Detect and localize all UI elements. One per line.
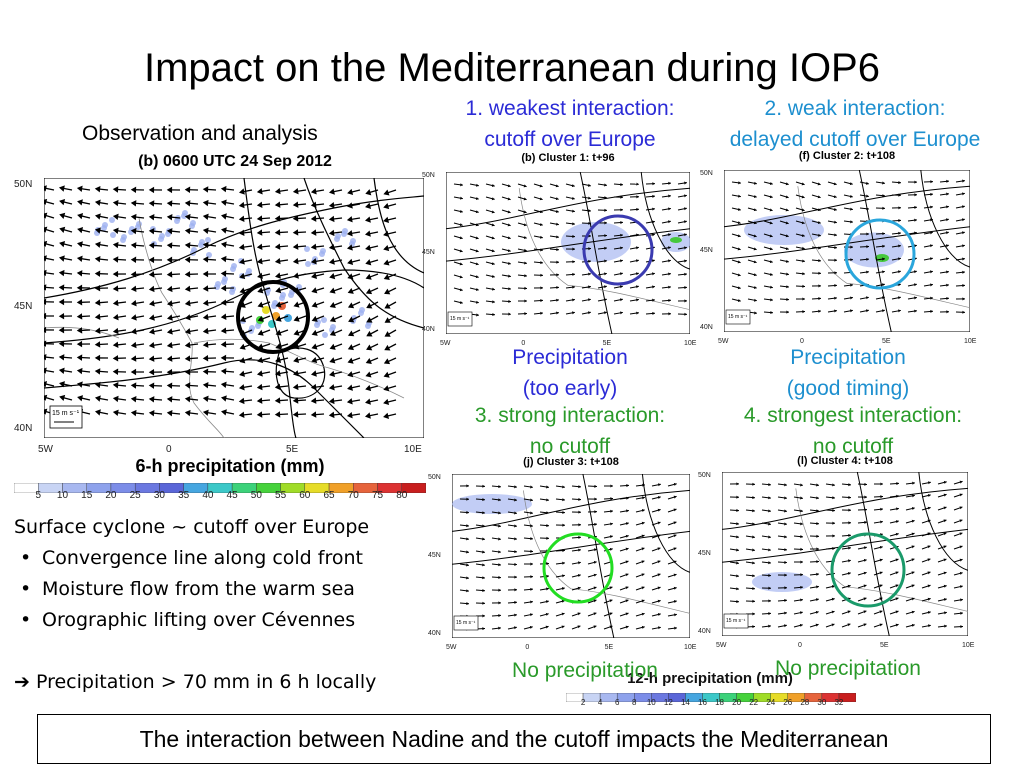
cluster2-xtick: 10E [964,338,977,345]
precip-dot [321,317,327,323]
bullet-item: • Convergence line along cold front [14,543,376,574]
cluster2-panel-title: (f) Cluster 2: t+108 [798,150,896,162]
cluster1-caption-2: (too early) [522,377,618,400]
cluster1-ytick: 45N [422,249,435,256]
wind-vector-head [44,228,46,232]
cluster3-xtick: 5W [446,644,457,651]
cluster1-ytick: 50N [422,172,435,179]
precip-dot [222,276,228,282]
precip-dot [359,307,365,313]
cluster2-heading-2: delayed cutoff over Europe [729,128,981,151]
bullet-item: • Orographic lifting over Cévennes [14,605,376,636]
summary-bullets [14,512,376,698]
precip-dot [335,233,341,239]
colorbar-tick-label: 20 [105,490,117,501]
precip-dot [159,233,165,239]
wind-vector-head [44,256,46,260]
colorbar-tick-label: 70 [347,490,359,501]
precip-area [452,494,532,514]
heavy-precip-area [670,237,682,243]
precip-dot [305,261,311,267]
precip-dot [304,246,310,252]
wind-vector-head [44,271,46,275]
colorbar-tick-label: 65 [323,490,335,501]
cluster2-ytick: 45N [700,247,713,254]
wind-vector-head [44,200,46,204]
cluster2-xtick: 0 [800,338,804,345]
conclusion-line [14,667,376,698]
cluster2-caption-2: (good timing) [786,377,910,400]
cluster3-xtick: 5E [604,644,614,651]
cluster1-xtick: 0 [521,340,526,347]
precip-dot [265,287,271,293]
cluster2-ytick: 50N [700,170,713,177]
ytick-45n: 45N [14,301,33,312]
cluster4-xtick: 5E [880,642,889,649]
colorbar-tick-label: 18 [715,698,724,707]
cluster2-xtick: 5E [882,338,891,345]
colorbar-tick-label: 20 [732,698,742,707]
cluster3-heading-2: no cutoff [529,435,611,458]
cluster4-ytick: 45N [698,550,711,557]
wind-vector-head [44,242,46,246]
cluster1-xtick: 5W [440,340,451,347]
cluster4-xtick: 10E [962,642,975,649]
cluster3-ytick: 40N [428,630,441,637]
wind-vector-head [44,314,45,318]
left-map-svg [44,178,424,438]
cluster3-panel-title: (j) Cluster 3: t+108 [523,456,619,468]
colorbar-tick-label: 32 [834,698,844,707]
precip-dot [102,222,108,228]
cluster3-map-svg [452,474,690,638]
xtick-0: 0 [166,444,172,455]
cluster4-xtick: 5W [716,642,727,649]
footer-box: The interaction between Nadine and the cutoff impacts the Mediterranean [37,714,991,764]
colorbar-tick-label: 35 [178,490,190,501]
colorbar-tick-label: 28 [800,698,810,707]
conclusion-text: Precipitation > 70 mm in 6 h locally [35,671,377,693]
cluster1-panel-title: (b) Cluster 1: t+96 [521,152,615,164]
ytick-50n: 50N [14,179,33,190]
ref-vector-label: 15 m s⁻¹ [728,314,748,320]
xtick-5w: 5W [38,444,53,455]
cluster3-map [452,474,690,638]
colorbar-tick-label: 30 [153,490,165,501]
xtick-5e: 5E [286,444,299,455]
wind-vector-head [44,382,46,386]
colorbar-tick-label: 25 [129,490,141,501]
cluster2-map-svg [724,170,970,332]
ref-vector-label: 15 m s⁻¹ [52,410,80,417]
cluster1-heading-2: cutoff over Europe [484,128,656,151]
left-panel-title: (b) 0600 UTC 24 Sep 2012 [138,153,332,170]
wind-vector-head [44,396,46,400]
slide-title: Impact on the Mediterranean during IOP6 [144,46,880,90]
colorbar-tick-label: 50 [250,490,262,501]
colorbar-tick-label: 5 [35,490,42,501]
xtick-10e: 10E [404,444,422,455]
precip-dot [342,228,348,234]
left-subtitle: Observation and analysis [82,122,318,145]
cluster2-heading-1: 2. weak interaction: [764,97,946,120]
colorbar-tick-label: 15 [81,490,93,501]
cluster4-ytick: 50N [698,472,711,479]
left-colorbar [14,480,426,490]
wind-vector-head [44,300,45,304]
wind-vector-head [44,285,46,289]
arrow-icon: ➔ [14,671,30,693]
ref-vector-label: 15 m s⁻¹ [456,620,476,626]
cluster2-ytick: 40N [700,324,713,331]
cluster3-caption: No precipitation [512,659,658,682]
precip-dot [182,210,188,216]
colorbar-tick-label: 40 [202,490,214,501]
precip-dot [231,263,237,269]
colorbar-tick-label: 16 [698,698,707,707]
precip-dot [320,248,326,254]
colorbar-tick-label: 10 [56,490,69,501]
precip-dot [215,281,221,287]
precip-dot [246,268,252,274]
precip-dot [190,220,196,226]
cluster2-map [724,170,970,332]
colorbar-tick-label: 2 [580,698,586,707]
cluster3-ytick: 45N [428,552,441,559]
precip-dot [322,332,328,338]
colorbar-tick-label: 80 [396,490,408,501]
wind-vector-head [44,368,46,372]
cluster3-xtick: 10E [684,644,697,651]
cluster3-heading-1: 3. strong interaction: [474,404,666,427]
left-map [44,178,424,438]
cluster4-panel-title: (l) Cluster 4: t+108 [797,455,893,467]
left-colorbar-ticks [14,490,426,504]
wind-vector-head [44,342,46,346]
colorbar-tick-label: 75 [371,490,384,501]
colorbar-tick-label: 30 [817,698,827,707]
colorbar-tick-label: 8 [632,698,637,707]
cluster1-caption-1: Precipitation [512,346,628,369]
wind-vector-head [44,410,46,414]
cluster4-map-svg [722,472,968,636]
cluster2-caption-1: Precipitation [790,346,906,369]
colorbar-tick-label: 55 [275,490,287,501]
cluster4-xtick: 0 [798,642,802,649]
colorbar-tick-label: 45 [226,490,238,501]
cluster4-ytick: 40N [698,628,711,635]
ref-vector-label: 15 m s⁻¹ [450,316,470,322]
cluster1-xtick: 10E [684,340,697,347]
cluster4-map [722,472,968,636]
colorbar-tick-label: 60 [299,490,311,501]
precip-area [844,233,904,268]
bottom-colorbar-title: 12-h precipitation (mm) [627,670,793,687]
ref-vector-label: 15 m s⁻¹ [726,618,746,624]
colorbar-tick-label: 14 [680,698,690,707]
wind-vector-head [44,214,46,218]
bottom-colorbar-ticks [566,698,856,710]
cluster1-map-svg [446,172,690,334]
precip-dot [110,232,116,238]
cluster1-ytick: 40N [422,326,435,333]
precip-dot [136,221,142,227]
heavy-precip-dot [284,314,292,322]
map-frame [722,472,968,636]
colorbar-tick-label: 22 [749,698,759,707]
bullets-heading: Surface cyclone ~ cutoff over Europe [14,516,370,538]
bullet-item: • Moisture flow from the warm sea [14,574,376,605]
precip-dot [350,238,356,244]
colorbar-tick-label: 24 [766,698,776,707]
colorbar-tick-label: 12 [663,698,673,707]
cluster4-heading-1: 4. strongest interaction: [743,404,963,427]
colorbar-tick-label: 10 [646,698,656,707]
cluster1-map [446,172,690,334]
wind-vector-head [44,186,46,190]
cluster1-heading-1: 1. weakest interaction: [465,97,675,120]
ytick-40n: 40N [14,423,33,434]
precip-dot [330,324,336,330]
precip-dot [230,286,236,292]
precip-dot [109,217,115,223]
precip-dot [121,234,127,240]
wind-vector-head [44,328,45,332]
colorbar-tick-label: 6 [614,698,620,707]
colorbar-tick-label: 26 [783,698,793,707]
wind-vector-head [44,355,46,359]
cluster4-heading-2: no cutoff [812,435,894,458]
left-colorbar-title: 6-h precipitation (mm) [135,456,325,476]
cluster2-xtick: 5W [718,338,729,345]
colorbar-tick-label: 4 [597,698,603,707]
cluster1-xtick: 5E [602,340,612,347]
cluster3-ytick: 50N [428,474,441,481]
cluster3-xtick: 0 [525,644,530,651]
cluster4-caption: No precipitation [775,657,921,680]
bottom-colorbar [566,689,856,698]
